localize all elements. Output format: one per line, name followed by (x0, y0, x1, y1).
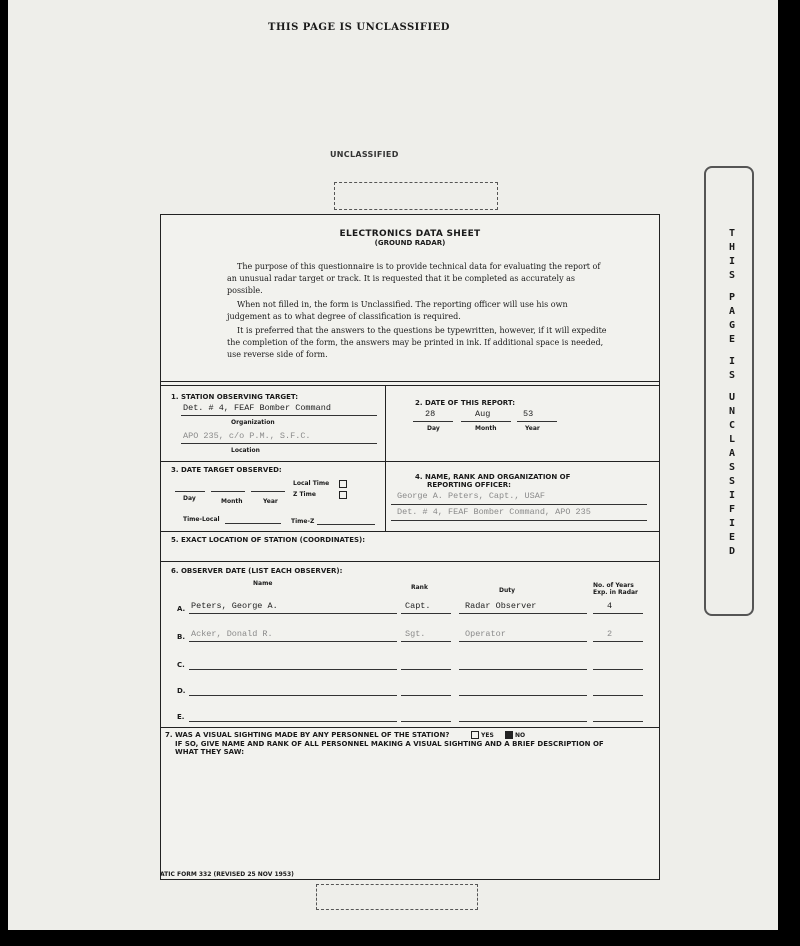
section-divider-1b (161, 385, 659, 386)
side-stamp-letter: H (728, 242, 736, 253)
visual-no-checkbox[interactable] (505, 731, 513, 739)
time-z-label: Time-Z (291, 518, 315, 525)
side-stamp-letter: S (728, 270, 736, 281)
section-divider-3 (161, 531, 659, 532)
observer-rank-line (401, 669, 451, 670)
time-z-line (317, 524, 375, 525)
col-header-duty: Duty (499, 587, 516, 594)
side-stamp-letter: U (728, 392, 736, 403)
side-stamp-letter: G (728, 320, 736, 331)
observer-duty-line (459, 669, 587, 670)
station-organization-value[interactable]: Det. # 4, FEAF Bomber Command (183, 403, 331, 413)
visual-sighting-instructions-2: WHAT THEY SAW: (175, 748, 245, 756)
page-classification-header: THIS PAGE IS UNCLASSIFIED (268, 22, 450, 33)
observer-row-letter: E. (177, 713, 185, 721)
station-organization-label: Organization (231, 419, 275, 426)
side-stamp-letter: A (728, 448, 736, 459)
observer-rank-line (401, 613, 451, 614)
observed-month-line (211, 491, 245, 492)
side-stamp-letter: L (728, 434, 736, 445)
intro-paragraph-classification: When not filled in, the form is Unclassified. The reporting officer will use his own judgement as to what degree of classification is required. (227, 300, 568, 321)
visual-no-label: NO (515, 732, 526, 739)
reporting-officer-value-2[interactable]: Det. # 4, FEAF Bomber Command, APO 235 (397, 507, 591, 517)
side-stamp-letter: N (728, 406, 736, 417)
observed-day-label: Day (183, 495, 196, 502)
report-year-label: Year (525, 425, 540, 432)
station-location-label: Location (231, 447, 260, 454)
report-day-value[interactable]: 28 (425, 409, 436, 419)
visual-yes-label: YES (481, 732, 494, 739)
station-location-line (181, 443, 377, 444)
exact-location-label: 5. EXACT LOCATION OF STATION (COORDINATES): (171, 536, 366, 544)
z-time-checkbox[interactable] (339, 491, 347, 499)
section-divider-2 (161, 461, 659, 462)
top-dashed-box (334, 182, 498, 210)
form-subtitle: (GROUND RADAR) (374, 239, 446, 247)
observer-years-line (593, 695, 643, 696)
observer-name-line (189, 669, 397, 670)
time-local-line (225, 523, 281, 524)
side-stamp-letter: E (728, 334, 736, 345)
col-header-name: Name (253, 580, 273, 587)
side-stamp-letter: S (728, 462, 736, 473)
side-stamp-letter: A (728, 306, 736, 317)
observer-name-line (189, 641, 397, 642)
observer-duty[interactable]: Radar Observer (465, 601, 537, 611)
visual-sighting-instructions: IF SO, GIVE NAME AND RANK OF ALL PERSONNEL MAKING A VISUAL SIGHTING AND A BRIEF DESCRIPTION OF (175, 740, 604, 748)
observer-years-line (593, 613, 643, 614)
observer-data-label: 6. OBSERVER DATE (LIST EACH OBSERVER): (171, 567, 343, 575)
section-divider-4 (161, 561, 659, 562)
observer-rank-line (401, 695, 451, 696)
date-of-report-label: 2. DATE OF THIS REPORT: (415, 399, 516, 407)
observed-day-line (175, 491, 205, 492)
visual-yes-checkbox[interactable] (471, 731, 479, 739)
section-divider-1 (161, 381, 659, 382)
report-month-value[interactable]: Aug (475, 409, 491, 419)
side-stamp-letter: C (728, 420, 736, 431)
intro-paragraph-instructions: It is preferred that the answers to the questions be typewritten, however, if it will expedite the completion of the form, the answers may be printed in ink. If additional space is needed, use reverse side of form. (227, 326, 607, 359)
reporting-officer-label-1: 4. NAME, RANK AND ORGANIZATION OF (415, 473, 571, 481)
report-year-line (517, 421, 557, 422)
side-stamp-letter: P (728, 292, 736, 303)
station-organization-line (181, 415, 377, 416)
observer-years-line (593, 721, 643, 722)
intro-paragraph-purpose: The purpose of this questionnaire is to provide technical data for evaluating the report of an unusual radar target or track. It is requested that it be completed as accurately as possible. (227, 262, 601, 295)
observer-rank[interactable]: Sgt. (405, 629, 426, 639)
bottom-dashed-box (316, 884, 478, 910)
observer-years-line (593, 669, 643, 670)
stub-classification: UNCLASSIFIED (330, 150, 399, 159)
observer-name[interactable]: Peters, George A. (191, 601, 278, 611)
section-1-2-divider (385, 385, 386, 531)
col-header-rank: Rank (411, 584, 428, 591)
observer-duty-line (459, 641, 587, 642)
side-stamp-letter: S (728, 370, 736, 381)
form-number-footer: ATIC FORM 332 (REVISED 25 NOV 1953) (160, 871, 294, 878)
section-divider-5 (161, 727, 659, 728)
side-stamp-letter: I (728, 256, 736, 267)
observed-month-label: Month (221, 498, 243, 505)
local-time-checkbox[interactable] (339, 480, 347, 488)
report-month-label: Month (475, 425, 497, 432)
observer-years-line (593, 641, 643, 642)
observer-rank-line (401, 641, 451, 642)
observer-duty[interactable]: Operator (465, 629, 506, 639)
station-observing-label: 1. STATION OBSERVING TARGET: (171, 393, 299, 401)
reporting-officer-label-2: REPORTING OFFICER: (427, 481, 511, 489)
z-time-label: Z Time (293, 491, 316, 498)
side-stamp-letter: D (728, 546, 736, 557)
observer-row-letter: D. (177, 687, 186, 695)
side-stamp-letter: I (728, 490, 736, 501)
observer-row-letter: C. (177, 661, 185, 669)
report-year-value[interactable]: 53 (523, 409, 534, 419)
date-target-observed-label: 3. DATE TARGET OBSERVED: (171, 466, 282, 474)
station-location-value[interactable]: APO 235, c/o P.M., S.F.C. (183, 431, 311, 441)
observed-year-label: Year (263, 498, 278, 505)
side-classification-stamp (704, 166, 754, 616)
observer-name-line (189, 613, 397, 614)
observer-duty-line (459, 695, 587, 696)
observer-name-line (189, 721, 397, 722)
report-month-line (461, 421, 511, 422)
observer-rank[interactable]: Capt. (405, 601, 431, 611)
side-stamp-letter: E (728, 532, 736, 543)
observed-year-line (251, 491, 285, 492)
reporting-officer-line-2 (391, 520, 647, 521)
observer-name-line (189, 695, 397, 696)
col-header-years-2: Exp. in Radar (593, 589, 639, 596)
observer-duty-line (459, 613, 587, 614)
report-day-label: Day (427, 425, 440, 432)
electronics-data-sheet-form (160, 214, 660, 880)
side-stamp-letter: S (728, 476, 736, 487)
col-header-years-1: No. of Years (593, 582, 634, 589)
observer-years[interactable]: 2 (607, 629, 613, 639)
side-stamp-letter: I (728, 356, 736, 367)
visual-sighting-label: 7. WAS A VISUAL SIGHTING MADE BY ANY PERSONNEL OF THE STATION? (165, 731, 450, 739)
observer-name[interactable]: Acker, Donald R. (191, 629, 273, 639)
reporting-officer-line-1 (391, 504, 647, 505)
report-day-line (413, 421, 453, 422)
observer-rank-line (401, 721, 451, 722)
side-stamp-letter: I (728, 518, 736, 529)
observer-duty-line (459, 721, 587, 722)
side-stamp-letter: T (728, 228, 736, 239)
observer-row-letter: A. (177, 605, 186, 613)
reporting-officer-value-1[interactable]: George A. Peters, Capt., USAF (397, 491, 545, 501)
observer-row-letter: B. (177, 633, 185, 641)
observer-years[interactable]: 4 (607, 601, 613, 611)
side-stamp-letter: F (728, 504, 736, 515)
local-time-label: Local Time (293, 480, 330, 487)
form-title: ELECTRONICS DATA SHEET (339, 229, 481, 239)
time-local-label: Time-Local (183, 516, 220, 523)
